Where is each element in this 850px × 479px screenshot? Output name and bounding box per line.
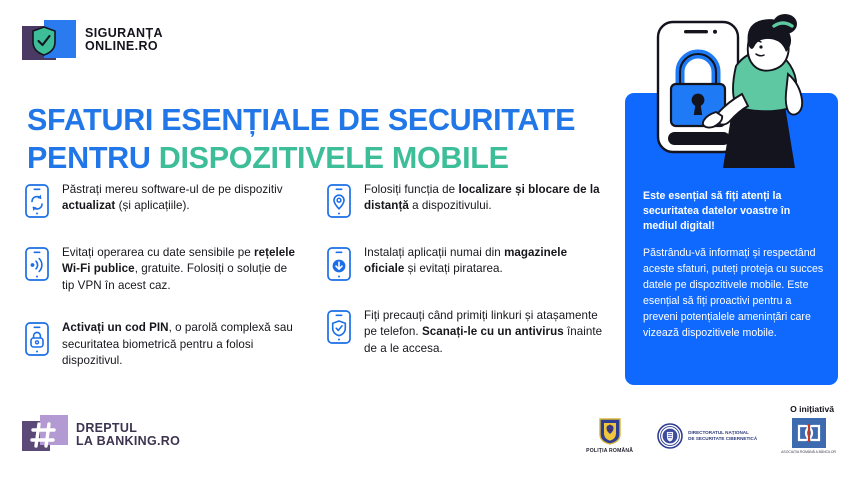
dnsc-logo: [657, 423, 757, 449]
tip-item: [326, 308, 604, 357]
dreptul-line-2: LA BANKING.RO: [76, 434, 181, 448]
dreptul-mark: [22, 415, 68, 455]
tips-column-1: [24, 182, 302, 370]
dreptul-la-banking-logo: [22, 415, 180, 455]
page-title: [27, 104, 627, 175]
hashtag-icon: [30, 422, 57, 448]
tip-text: Păstrați mereu software-ul de pe dispozitiv actualizat (și aplicațiile).: [62, 183, 283, 213]
brand-wordmark: [85, 27, 163, 53]
tip-text: Instalați aplicații numai din magazinele oficiale și evitați piratarea.: [364, 246, 568, 276]
db-mark: [792, 418, 826, 448]
db-monogram-icon: [796, 423, 822, 443]
db-logo: [781, 418, 836, 454]
tip-text: Fiți precauți când primiți linkuri și atașamente pe telefon. Scanați-le cu un antivirus înainte de a le accesa.: [364, 309, 603, 355]
politia-romana-logo: [586, 418, 633, 454]
tip-text: Evitați operarea cu date sensibile pe rețelele Wi-Fi publice, gratuite. Folosiți o soluție de tip VPN în acest caz.: [62, 246, 296, 292]
tip-text: Activați un cod PIN, o parolă complexă sau securitatea biometrică pentru a folosi dispozitivul.: [62, 321, 293, 368]
tip-text: Folosiți funcția de localizare și blocare de la distanță a dispozitivului.: [364, 183, 600, 213]
politia-romana-caption: POLIȚIA ROMÂNĂ: [586, 448, 634, 454]
tip-item: [24, 320, 302, 369]
partner-logos: [586, 418, 836, 454]
phone-shield-check-icon: [326, 309, 352, 345]
title-line-2: [27, 142, 627, 175]
brand-line-1: SIGURANȚA: [85, 26, 163, 41]
panel-body: Păstrându-vă informați și respectând aceste sfaturi, puteți proteja cu succes datele pe dispozitivele mobile. Este esențial să fiți proactivi pentru a preveni potențialele amenințări care vizează dispozitivele mobile.: [643, 247, 824, 340]
politia-romana-crest-icon: [599, 418, 621, 445]
panel-heading: Este esențial să fiți atenți la securitatea datelor voastre în mediul digital!: [643, 190, 791, 233]
phone-wifi-icon: [24, 246, 50, 282]
dreptul-wordmark: [76, 422, 180, 448]
phone-download-icon: [326, 246, 352, 282]
woman-with-locked-phone-illustration: [630, 8, 840, 168]
dnsc-caption: DIRECTORATUL NAȚIONAL DE SECURITATE CIBERNETICĂ: [688, 429, 758, 441]
brand-line-2: ONLINE.RO: [85, 39, 159, 53]
initiative-label: O inițiativă: [790, 404, 834, 414]
tip-item: [24, 182, 302, 219]
shield-check-icon: [31, 26, 57, 56]
dnsc-seal-icon: [657, 423, 683, 449]
brand-logo: [22, 18, 163, 62]
db-caption: ASOCIAȚIA ROMÂNĂ A BĂNCILOR: [781, 450, 836, 454]
phone-location-icon: [326, 183, 352, 219]
tip-item: [326, 245, 604, 282]
tips-section: [24, 182, 604, 370]
phone-lock-icon: [24, 321, 50, 357]
title-line-1: SFATURI ESENȚIALE DE SECURITATE: [27, 103, 576, 137]
dreptul-line-1: DREPTUL: [76, 420, 138, 435]
tips-column-2: [326, 182, 604, 370]
title-line-2-blue: PENTRU: [27, 140, 159, 175]
brand-mark: [22, 18, 76, 62]
title-line-2-teal: DISPOZITIVELE MOBILE: [158, 140, 509, 175]
phone-refresh-icon: [24, 183, 50, 219]
tip-item: [24, 245, 302, 294]
tip-item: [326, 182, 604, 219]
